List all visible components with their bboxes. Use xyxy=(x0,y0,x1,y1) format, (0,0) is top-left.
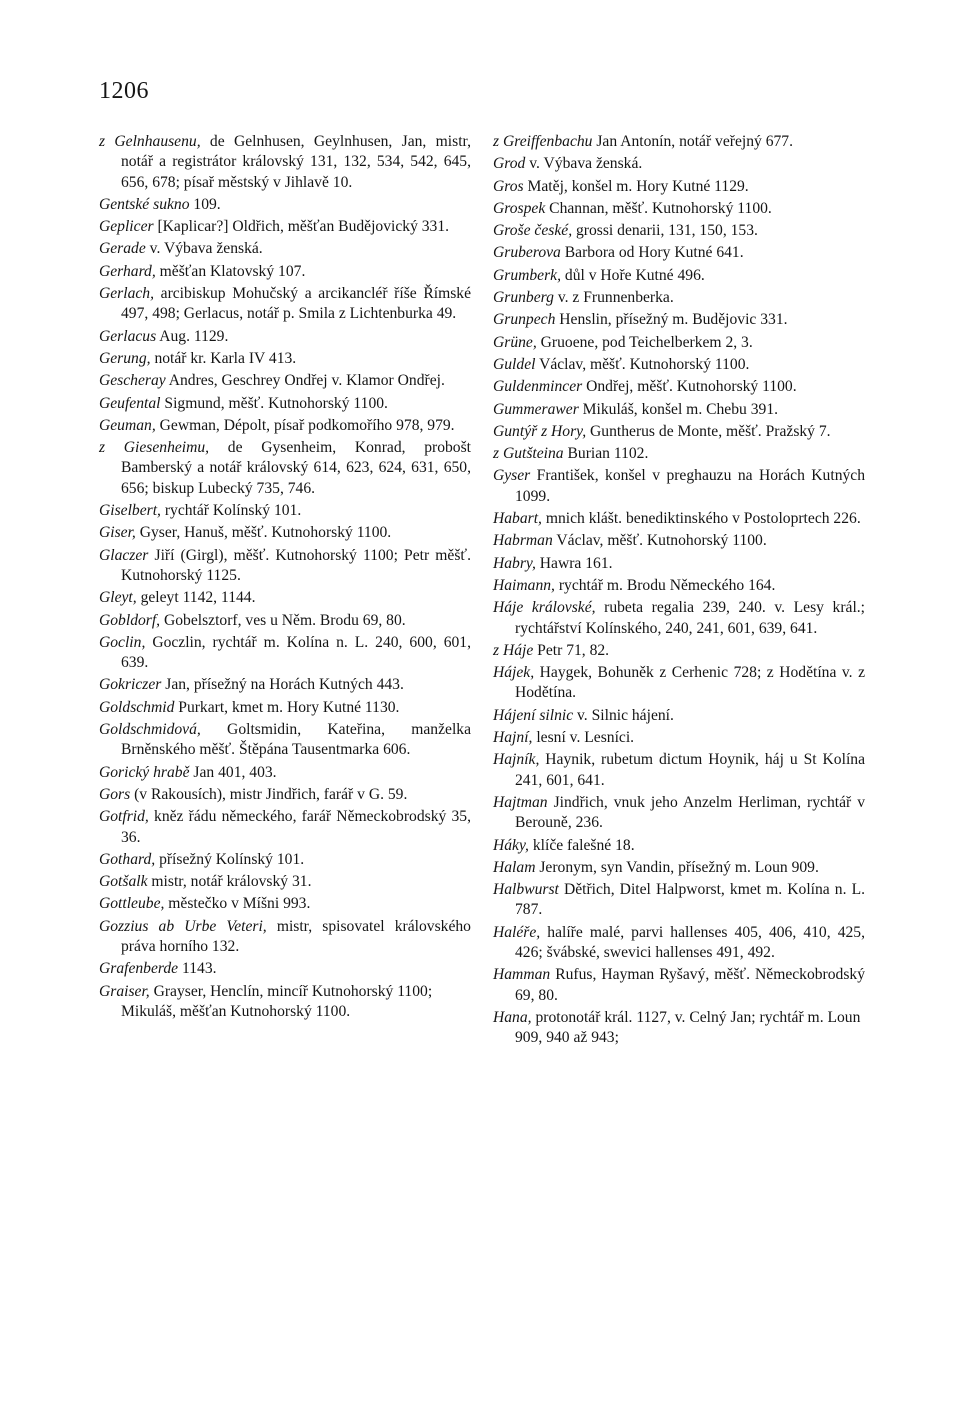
entry-text: klíče falešné 18. xyxy=(528,836,635,854)
index-entry xyxy=(99,132,471,193)
index-entry xyxy=(493,266,865,286)
index-entry xyxy=(493,444,865,464)
index-entry xyxy=(493,422,865,442)
index-entry xyxy=(99,633,471,674)
entry-text: Goltsmidin, Kateřina, manželka Brněnského měšť. Štěpána Tausentmarka 606. xyxy=(121,721,471,759)
entry-headword: Goclin, xyxy=(99,633,146,651)
entry-headword: Gescheray xyxy=(99,372,166,390)
entry-text: Barbora od Hory Kutné 641. xyxy=(560,244,744,262)
index-entry xyxy=(99,284,471,325)
entry-text: Haynik, rubetum dictum Hoynik, háj u St Kolína 241, 601, 641. xyxy=(515,751,865,789)
entry-headword: Graiser, xyxy=(99,982,150,1000)
index-entry xyxy=(493,243,865,263)
entry-headword: Hajník, xyxy=(493,751,540,769)
right-column xyxy=(493,132,865,1050)
index-entry xyxy=(99,959,471,979)
entry-headword: Halam xyxy=(493,858,536,876)
index-entry xyxy=(493,355,865,375)
entry-headword: Hájení silnic xyxy=(493,706,574,724)
entry-headword: Grunpech xyxy=(493,311,556,329)
index-entry xyxy=(99,698,471,718)
entry-headword: Gottleube, xyxy=(99,895,165,913)
entry-headword: Guldel xyxy=(493,355,536,373)
left-column xyxy=(99,132,471,1024)
entry-headword: Gobldorf, xyxy=(99,611,161,629)
entry-headword: Gros xyxy=(493,177,524,195)
entry-text: Gobelsztorf, ves u Něm. Brodu 69, 80. xyxy=(160,611,406,629)
entry-headword: Gerlacus xyxy=(99,327,157,345)
entry-text: 1143. xyxy=(178,960,217,978)
entry-text: v. z Frunnenberka. xyxy=(553,289,674,307)
index-entry xyxy=(99,917,471,958)
index-entry xyxy=(493,310,865,330)
entry-text: mnich klášt. benediktinského v Postoloprtech 226. xyxy=(541,510,861,528)
index-entry xyxy=(99,371,471,391)
index-entry xyxy=(493,793,865,834)
entry-text: přísežný Kolínský 101. xyxy=(155,850,305,868)
entry-text: měšťan Klatovský 107. xyxy=(155,262,306,280)
index-entry xyxy=(493,199,865,219)
index-entry xyxy=(493,400,865,420)
entry-text: geleyt 1142, 1144. xyxy=(136,589,256,607)
entry-text: de Gysenheim, Konrad, probošt Bamberský a notář královský 614, 623, 624, 631, 650, 656; biskup Lubecký 735, 746. xyxy=(121,439,471,497)
entry-headword: z Gutšteina xyxy=(493,445,564,463)
entry-text: Jan, přísežný na Horách Kutných 443. xyxy=(161,676,404,694)
index-entry xyxy=(99,438,471,499)
entry-text: 109. xyxy=(189,195,221,213)
entry-headword: Gokriczer xyxy=(99,676,162,694)
index-entry xyxy=(493,706,865,726)
entry-text: Andres, Geschrey Ondřej v. Klamor Ondřej. xyxy=(165,372,445,390)
entry-headword: Gotfrid, xyxy=(99,808,149,826)
index-entry xyxy=(99,262,471,282)
entry-headword: Gummerawer xyxy=(493,400,579,418)
index-entry xyxy=(493,750,865,791)
index-entry xyxy=(493,333,865,353)
entry-text: rubeta regalia 239, 240. v. Lesy král.; rychtářství Kolínského, 240, 241, 601, 639, 641. xyxy=(515,599,866,637)
entry-text: Purkart, kmet m. Hory Kutné 1130. xyxy=(174,698,400,716)
entry-headword: Gothard, xyxy=(99,850,156,868)
entry-text: v. Výbava ženská. xyxy=(525,155,643,173)
index-entry xyxy=(493,154,865,174)
entry-text: [Kaplicar?] Oldřich, měšťan Budějovický 331. xyxy=(153,218,450,236)
entry-text: protonotář král. 1127, v. Celný Jan; rychtář m. Loun 909, 940 až 943; xyxy=(515,1008,861,1047)
index-entry xyxy=(493,858,865,878)
entry-headword: Habrman xyxy=(493,532,553,550)
index-entry xyxy=(99,195,471,215)
entry-text: mistr, spisovatel královského práva horního 132. xyxy=(121,917,471,955)
index-entry xyxy=(493,1008,865,1049)
entry-headword: Guldenmincer xyxy=(493,378,583,396)
index-entry xyxy=(99,416,471,436)
entry-headword: Habry, xyxy=(493,554,536,572)
entry-text: Václav, měšť. Kutnohorský 1100. xyxy=(552,532,767,550)
entry-headword: Grod xyxy=(493,155,526,173)
entry-text: Ondřej, měšť. Kutnohorský 1100. xyxy=(582,378,797,396)
index-entry xyxy=(493,554,865,574)
entry-headword: Háky, xyxy=(493,836,529,854)
entry-headword: Gyser xyxy=(493,467,531,485)
index-entry xyxy=(493,177,865,197)
entry-headword: z Greiffenbachu xyxy=(493,133,593,150)
index-entry xyxy=(493,663,865,704)
entry-text: Petr 71, 82. xyxy=(533,641,610,659)
index-entry xyxy=(493,132,865,152)
index-entry xyxy=(99,588,471,608)
entry-headword: Hamman xyxy=(493,966,551,984)
index-entry xyxy=(99,763,471,783)
index-entry xyxy=(99,546,471,587)
index-entry xyxy=(493,641,865,661)
entry-headword: Giser, xyxy=(99,524,136,542)
index-entry xyxy=(99,982,471,1023)
index-entry xyxy=(99,239,471,259)
entry-text: Dětřich, Ditel Halpworst, kmet m. Kolína n. L. 787. xyxy=(515,881,865,919)
entry-text: grossi denarii, 131, 150, 153. xyxy=(572,222,758,240)
entry-text: Sigmund, měšť. Kutnohorský 1100. xyxy=(160,394,388,412)
entry-text: Gruoene, pod Teichelberkem 2, 3. xyxy=(536,333,753,351)
entry-headword: Haléře, xyxy=(493,923,541,941)
entry-headword: Halbwurst xyxy=(493,881,559,899)
entry-headword: Háje královské, xyxy=(493,599,596,617)
entry-headword: Haimann, xyxy=(493,576,555,594)
entry-text: městečko v Míšni 993. xyxy=(164,895,311,913)
index-entry xyxy=(99,894,471,914)
entry-headword: z Giesenheimu, xyxy=(99,439,210,457)
index-entry xyxy=(493,965,865,1006)
index-entry xyxy=(99,611,471,631)
entry-headword: Hajní, xyxy=(493,729,533,747)
entry-headword: Gerung, xyxy=(99,349,151,367)
index-entry xyxy=(493,377,865,397)
entry-headword: Gleyt, xyxy=(99,589,137,607)
index-entry xyxy=(493,531,865,551)
entry-headword: Gorický hrabě xyxy=(99,763,190,781)
index-entry xyxy=(99,675,471,695)
entry-text: Jindřich, vnuk jeho Anzelm Herliman, rychtář v Berouně, 236. xyxy=(515,793,865,832)
entry-text: Václav, měšť. Kutnohorský 1100. xyxy=(535,355,750,373)
entry-headword: Gerade xyxy=(99,240,146,258)
entry-headword: Hana, xyxy=(493,1008,532,1026)
index-entry xyxy=(99,327,471,347)
entry-text: notář kr. Karla IV 413. xyxy=(150,349,297,367)
entry-text: Aug. 1129. xyxy=(156,327,229,345)
entry-headword: Gentské sukno xyxy=(99,195,190,213)
entry-text: Henslin, přísežný m. Budějovic 331. xyxy=(555,311,788,329)
entry-headword: Gotšalk xyxy=(99,873,148,891)
index-entry xyxy=(493,598,865,639)
index-entry xyxy=(493,288,865,308)
entry-text: Mikuláš, konšel m. Chebu 391. xyxy=(578,400,779,418)
entry-headword: Giselbert, xyxy=(99,502,161,520)
entry-headword: Gors xyxy=(99,785,131,803)
entry-text: lesní v. Lesníci. xyxy=(532,729,635,747)
index-entry xyxy=(493,221,865,241)
index-entry xyxy=(99,349,471,369)
index-entry xyxy=(99,872,471,892)
entry-text: Jeronym, syn Vandin, přísežný m. Loun 909. xyxy=(535,858,819,876)
index-entry xyxy=(99,217,471,237)
entry-headword: Gozzius ab Urbe Veteri, xyxy=(99,917,267,935)
entry-headword: Hájek, xyxy=(493,664,535,682)
entry-text: v. Silnic hájení. xyxy=(573,706,674,724)
entry-headword: Goldschmidová, xyxy=(99,721,201,739)
entry-headword: Grüne, xyxy=(493,333,537,351)
entry-text: halíře malé, parvi hallenses 405, 406, 410, 425, 426; švábské, swevici hallenses 491, 492. xyxy=(515,923,865,961)
index-entry xyxy=(493,923,865,964)
entry-headword: Grafenberde xyxy=(99,960,179,978)
entry-text: Jiří (Girgl), měšť. Kutnohorský 1100; Petr měšť. Kutnohorský 1125. xyxy=(121,546,471,584)
index-entry xyxy=(493,509,865,529)
index-entry xyxy=(99,394,471,414)
entry-headword: Groše české, xyxy=(493,222,573,240)
index-entry xyxy=(99,850,471,870)
entry-headword: Guntýř z Hory, xyxy=(493,422,587,440)
entry-text: Goczlin, rychtář m. Kolína n. L. 240, 600, 601, 639. xyxy=(121,633,471,672)
index-entry xyxy=(99,807,471,848)
entry-text: Grayser, Henclín, mincíř Kutnohorský 1100; Mikuláš, měšťan Kutnohorský 1100. xyxy=(121,982,433,1020)
entry-text: Jan 401, 403. xyxy=(189,763,277,781)
entry-headword: Gerlach, xyxy=(99,285,154,303)
entry-text: mistr, notář královský 31. xyxy=(147,873,312,891)
entry-text: rychtář Kolínský 101. xyxy=(160,502,302,520)
entry-headword: Geufental xyxy=(99,394,161,412)
entry-text: důl v Hoře Kutné 496. xyxy=(561,266,705,284)
entry-text: Channan, měšť. Kutnohorský 1100. xyxy=(545,199,772,217)
page-number: 1206 xyxy=(99,78,149,104)
entry-headword: Grospek xyxy=(493,199,546,217)
index-entry xyxy=(99,720,471,761)
entry-text: Jan Antonín, notář veřejný 677. xyxy=(592,133,793,150)
entry-headword: Grumberk, xyxy=(493,266,561,284)
entry-headword: Gerhard, xyxy=(99,262,156,280)
entry-text: František, konšel v preghauzu na Horách Kutných 1099. xyxy=(515,467,865,505)
index-entry xyxy=(493,880,865,921)
entry-text: kněz řádu německého, farář Německobrodský 35, 36. xyxy=(121,808,471,846)
entry-text: Matěj, konšel m. Hory Kutné 1129. xyxy=(523,177,749,195)
entry-text: Gewman, Dépolt, písař podkomořího 978, 979. xyxy=(155,416,455,434)
entry-headword: Geplicer xyxy=(99,218,154,236)
index-entry xyxy=(99,785,471,805)
entry-text: rychtář m. Brodu Německého 164. xyxy=(554,576,776,594)
index-entry xyxy=(99,501,471,521)
entry-text: Guntherus de Monte, měšť. Pražský 7. xyxy=(586,422,831,440)
index-entry xyxy=(99,523,471,543)
entry-text: arcibiskup Mohučský a arcikancléř říše Římské 497, 498; Gerlacus, notář p. Smila z Lichtenburka 49. xyxy=(121,285,471,323)
entry-text: Hawra 161. xyxy=(535,554,613,572)
index-entry xyxy=(493,728,865,748)
index-entry xyxy=(493,466,865,507)
entry-text: Haygek, Bohuněk z Cerhenic 728; z Hodětína v. z Hodětína. xyxy=(515,664,865,702)
entry-headword: z Gelnhausenu, xyxy=(99,133,201,150)
entry-text: (v Rakousích), mistr Jindřich, farář v G. 59. xyxy=(130,785,408,803)
entry-headword: z Háje xyxy=(493,641,534,659)
entry-text: v. Výbava ženská. xyxy=(145,240,263,258)
entry-text: Gyser, Hanuš, měšť. Kutnohorský 1100. xyxy=(135,524,392,542)
entry-headword: Grunberg xyxy=(493,289,554,307)
entry-headword: Gruberova xyxy=(493,244,561,262)
entry-headword: Glaczer xyxy=(99,546,149,564)
entry-headword: Habart, xyxy=(493,510,542,528)
entry-text: Burian 1102. xyxy=(563,445,649,463)
index-entry xyxy=(493,836,865,856)
entry-headword: Hajtman xyxy=(493,793,548,811)
index-entry xyxy=(493,576,865,596)
entry-text: Rufus, Hayman Ryšavý, měšť. Německobrodský 69, 80. xyxy=(515,966,865,1004)
entry-headword: Goldschmid xyxy=(99,698,175,716)
entry-headword: Geuman, xyxy=(99,416,156,434)
entry-text: de Gelnhusen, Geylnhusen, Jan, mistr, notář a registrátor královský 131, 132, 534, 542, 645, 656, 678; písař městský v Jihlavě 10. xyxy=(121,133,471,191)
